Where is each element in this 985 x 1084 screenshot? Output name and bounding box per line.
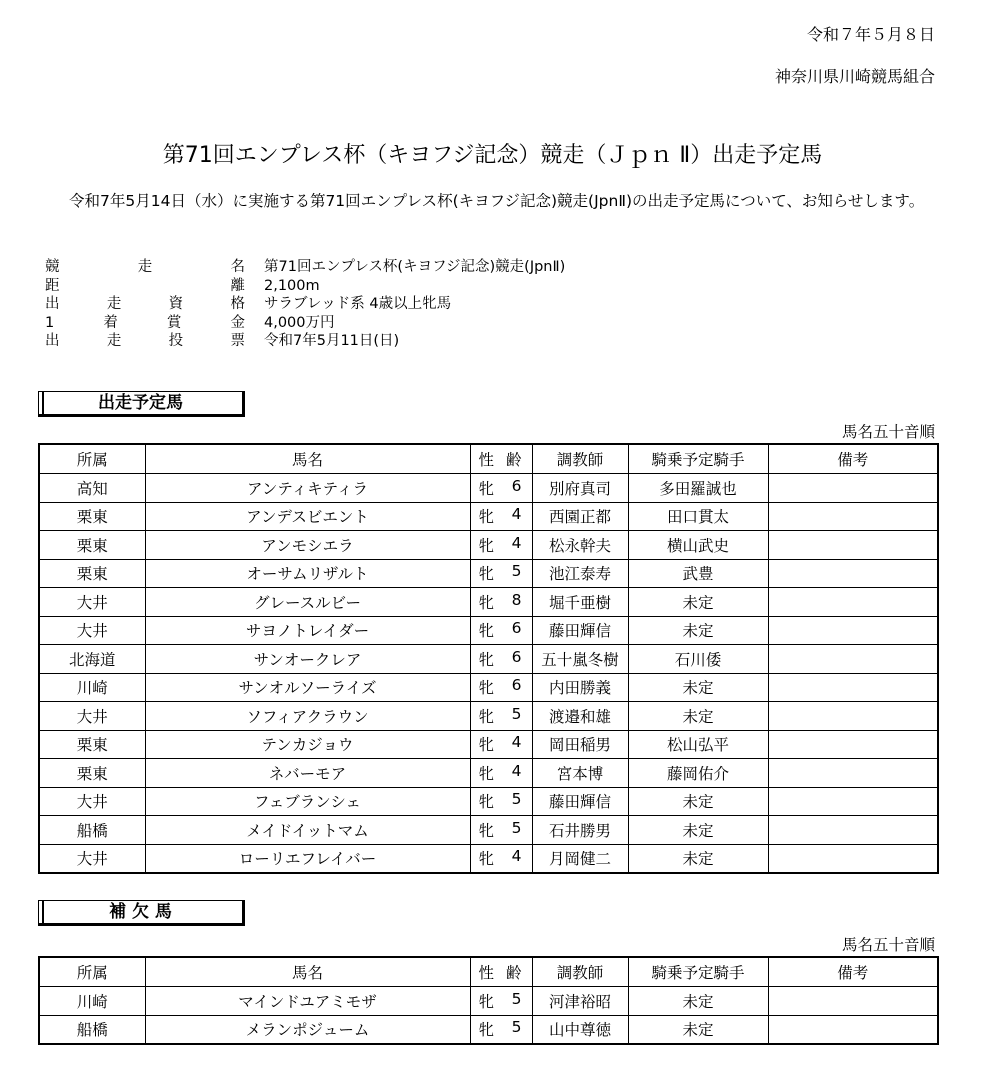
jockey-cell: 松山弘平 [628, 730, 768, 759]
trainer-cell: 内田勝義 [532, 673, 628, 702]
col-remarks: 備考 [768, 957, 938, 987]
horse-name-cell: ソフィアクラウン [145, 702, 470, 731]
entries-table-body [39, 474, 938, 874]
table-row [39, 787, 938, 816]
remarks-cell [768, 1015, 938, 1044]
race-info-label-char: 競 [45, 259, 60, 275]
race-info-label [45, 258, 245, 277]
jockey-cell: 横山武史 [628, 531, 768, 560]
race-info-list [45, 258, 565, 351]
col-trainer: 調教師 [532, 957, 628, 987]
col-jockey: 騎乗予定騎手 [628, 957, 768, 987]
race-info-row [45, 314, 565, 333]
sex-age-cell [470, 787, 532, 816]
table-row [39, 474, 938, 503]
age-value: 5 [511, 1018, 522, 1037]
jockey-cell: 未定 [628, 673, 768, 702]
race-info-row [45, 258, 565, 277]
horse-name-cell: サンオークレア [145, 645, 470, 674]
jockey-cell: 未定 [628, 1015, 768, 1044]
table-row [39, 987, 938, 1016]
race-info-label-char: 距 [45, 277, 60, 294]
age-value: 4 [511, 761, 522, 780]
horse-name-cell: アンデスビエント [145, 502, 470, 531]
entries-section-label: 出走予定馬 [38, 391, 245, 417]
affiliation-cell: 北海道 [39, 645, 145, 674]
sex-age-cell [470, 474, 532, 503]
race-info-label-char: 走 [106, 296, 122, 312]
table-row [39, 730, 938, 759]
sex-age-cell [470, 1015, 532, 1044]
sex-age-cell [470, 673, 532, 702]
trainer-cell: 藤田輝信 [532, 616, 628, 645]
sex-value: 牝 [478, 736, 495, 755]
col-horse-name: 馬名 [145, 957, 470, 987]
remarks-cell [768, 673, 938, 702]
horse-name-cell: メランポジューム [145, 1015, 470, 1044]
jockey-cell: 未定 [628, 616, 768, 645]
race-info-label [45, 332, 245, 351]
jockey-cell: 未定 [628, 588, 768, 617]
age-value: 4 [511, 533, 522, 552]
sex-age-cell [470, 844, 532, 873]
col-horse-name: 馬名 [145, 444, 470, 474]
horse-name-cell: オーサムリザルト [145, 559, 470, 588]
sex-value: 牝 [478, 508, 495, 527]
col-sex: 性 [478, 964, 495, 982]
sex-age-cell [470, 559, 532, 588]
sex-value: 牝 [478, 679, 495, 698]
trainer-cell: 渡邉和雄 [532, 702, 628, 731]
age-value: 5 [511, 704, 522, 723]
race-info-value: サラブレッド系 4歳以上牝馬 [264, 296, 452, 312]
race-info-label-char: 賞 [166, 314, 182, 331]
race-info-value: 令和7年5月11日(日) [264, 333, 400, 349]
race-info-label-char: 票 [230, 333, 245, 349]
remarks-cell [768, 759, 938, 788]
trainer-cell: 西園正都 [532, 502, 628, 531]
horse-name-cell: サヨノトレイダー [145, 616, 470, 645]
sex-age-cell [470, 645, 532, 674]
col-trainer: 調教師 [532, 444, 628, 474]
age-value: 6 [511, 619, 522, 638]
sex-value: 牝 [478, 1021, 495, 1040]
remarks-cell [768, 559, 938, 588]
race-info-row [45, 332, 565, 351]
jockey-cell: 未定 [628, 844, 768, 873]
horse-name-cell: マインドユアミモザ [145, 987, 470, 1016]
issue-date: 令和７年５月８日 [806, 25, 935, 44]
table-row [39, 588, 938, 617]
age-value: 5 [511, 790, 522, 809]
race-info-label [45, 277, 245, 296]
race-info-label-char: 1 [45, 314, 55, 331]
horse-name-cell: ネバーモア [145, 759, 470, 788]
page-title: 第71回エンプレス杯（キヨフジ記念）競走（Ｊｐｎ Ⅱ）出走予定馬 [162, 143, 823, 168]
col-affiliation: 所属 [39, 444, 145, 474]
remarks-cell [768, 616, 938, 645]
sex-value: 牝 [478, 821, 495, 840]
race-info-label [45, 295, 245, 314]
sex-age-cell [470, 616, 532, 645]
trainer-cell: 宮本博 [532, 759, 628, 788]
remarks-cell [768, 987, 938, 1016]
table-row [39, 673, 938, 702]
race-info-label-char: 資 [168, 296, 184, 312]
race-info-label-char: 走 [137, 259, 153, 275]
trainer-cell: 月岡健二 [532, 844, 628, 873]
remarks-cell [768, 588, 938, 617]
col-sex-age [470, 957, 532, 987]
table-row [39, 531, 938, 560]
trainer-cell: 山中尊徳 [532, 1015, 628, 1044]
reserves-section-label: 補 欠 馬 [38, 900, 245, 926]
affiliation-cell: 大井 [39, 787, 145, 816]
age-value: 4 [511, 847, 522, 866]
table-row [39, 616, 938, 645]
trainer-cell: 松永幹夫 [532, 531, 628, 560]
race-info-label-char: 名 [230, 259, 245, 275]
table-row [39, 816, 938, 845]
trainer-cell: 別府真司 [532, 474, 628, 503]
sex-age-cell [470, 531, 532, 560]
col-sex: 性 [478, 451, 495, 469]
sex-age-cell [470, 816, 532, 845]
race-info-row [45, 295, 565, 314]
jockey-cell: 武豊 [628, 559, 768, 588]
affiliation-cell: 大井 [39, 844, 145, 873]
age-value: 6 [511, 647, 522, 666]
col-remarks: 備考 [768, 444, 938, 474]
affiliation-cell: 栗東 [39, 502, 145, 531]
horse-name-cell: メイドイットマム [145, 816, 470, 845]
race-info-value: 第71回エンプレス杯(キヨフジ記念)競走(JpnⅡ) [264, 259, 566, 275]
trainer-cell: 河津裕昭 [532, 987, 628, 1016]
age-value: 5 [511, 989, 522, 1008]
race-info-label-char: 離 [230, 277, 245, 294]
sex-value: 牝 [478, 793, 495, 812]
horse-name-cell: グレースルビー [145, 588, 470, 617]
sex-value: 牝 [478, 536, 495, 555]
remarks-cell [768, 702, 938, 731]
affiliation-cell: 船橋 [39, 1015, 145, 1044]
affiliation-cell: 大井 [39, 588, 145, 617]
age-value: 5 [511, 818, 522, 837]
race-info-row [45, 277, 565, 296]
table-row [39, 645, 938, 674]
race-info-value: 2,100m [264, 277, 320, 294]
affiliation-cell: 船橋 [39, 816, 145, 845]
sex-value: 牝 [478, 850, 495, 869]
race-info-label-char: 出 [45, 296, 60, 312]
table-header-row [39, 957, 938, 987]
horse-name-cell: サンオルソーライズ [145, 673, 470, 702]
horse-name-cell: アンティキティラ [145, 474, 470, 503]
remarks-cell [768, 531, 938, 560]
table-row [39, 759, 938, 788]
trainer-cell: 堀千亜樹 [532, 588, 628, 617]
col-age: 齢 [505, 451, 522, 469]
table-row [39, 1015, 938, 1044]
entries-table [38, 443, 939, 874]
entries-order-note: 馬名五十音順 [841, 423, 935, 441]
race-info-label [45, 314, 245, 333]
sex-age-cell [470, 987, 532, 1016]
sex-value: 牝 [478, 707, 495, 726]
sex-age-cell [470, 702, 532, 731]
jockey-cell: 未定 [628, 987, 768, 1016]
horse-name-cell: テンカジョウ [145, 730, 470, 759]
sex-value: 牝 [478, 764, 495, 783]
jockey-cell: 未定 [628, 816, 768, 845]
affiliation-cell: 栗東 [39, 759, 145, 788]
age-value: 6 [511, 676, 522, 695]
race-info-label-char: 着 [103, 314, 118, 331]
affiliation-cell: 栗東 [39, 730, 145, 759]
trainer-cell: 岡田稲男 [532, 730, 628, 759]
remarks-cell [768, 844, 938, 873]
table-row [39, 702, 938, 731]
trainer-cell: 藤田輝信 [532, 787, 628, 816]
horse-name-cell: フェブランシェ [145, 787, 470, 816]
sex-age-cell [470, 730, 532, 759]
race-info-label-char: 金 [230, 314, 245, 331]
age-value: 4 [511, 505, 522, 524]
organization-name: 神奈川県川崎競馬組合 [774, 67, 935, 86]
col-jockey: 騎乗予定騎手 [628, 444, 768, 474]
table-row [39, 502, 938, 531]
sex-age-cell [470, 588, 532, 617]
trainer-cell: 五十嵐冬樹 [532, 645, 628, 674]
reserves-table [38, 956, 939, 1045]
horse-name-cell: アンモシエラ [145, 531, 470, 560]
jockey-cell: 未定 [628, 787, 768, 816]
sex-value: 牝 [478, 565, 495, 584]
col-age: 齢 [505, 964, 522, 982]
race-info-label-char: 格 [230, 296, 245, 312]
sex-value: 牝 [478, 479, 495, 498]
sex-value: 牝 [478, 650, 495, 669]
table-row [39, 559, 938, 588]
remarks-cell [768, 474, 938, 503]
table-header-row [39, 444, 938, 474]
affiliation-cell: 大井 [39, 702, 145, 731]
trainer-cell: 石井勝男 [532, 816, 628, 845]
jockey-cell: 未定 [628, 702, 768, 731]
reserves-order-note: 馬名五十音順 [841, 936, 935, 954]
age-value: 8 [511, 590, 522, 609]
jockey-cell: 田口貫太 [628, 502, 768, 531]
jockey-cell: 藤岡佑介 [628, 759, 768, 788]
col-sex-age [470, 444, 532, 474]
affiliation-cell: 川崎 [39, 987, 145, 1016]
sex-value: 牝 [478, 992, 495, 1011]
remarks-cell [768, 502, 938, 531]
race-info-label-char: 出 [45, 333, 60, 349]
affiliation-cell: 栗東 [39, 531, 145, 560]
horse-name-cell: ローリエフレイバー [145, 844, 470, 873]
remarks-cell [768, 645, 938, 674]
affiliation-cell: 大井 [39, 616, 145, 645]
sex-value: 牝 [478, 622, 495, 641]
remarks-cell [768, 787, 938, 816]
jockey-cell: 石川倭 [628, 645, 768, 674]
trainer-cell: 池江泰寿 [532, 559, 628, 588]
reserves-table-body [39, 987, 938, 1045]
age-value: 6 [511, 476, 522, 495]
age-value: 5 [511, 562, 522, 581]
sex-age-cell [470, 759, 532, 788]
race-info-value: 4,000万円 [264, 314, 335, 331]
remarks-cell [768, 816, 938, 845]
age-value: 4 [511, 733, 522, 752]
sex-age-cell [470, 502, 532, 531]
sex-value: 牝 [478, 593, 495, 612]
table-row [39, 844, 938, 873]
affiliation-cell: 栗東 [39, 559, 145, 588]
col-affiliation: 所属 [39, 957, 145, 987]
race-info-label-char: 走 [106, 333, 122, 349]
race-info-label-char: 投 [168, 333, 184, 349]
affiliation-cell: 高知 [39, 474, 145, 503]
intro-text: 令和7年5月14日（水）に実施する第71回エンプレス杯(キヨフジ記念)競走(JpnⅡ)の出走予定馬について、お知らせします。 [69, 192, 925, 210]
affiliation-cell: 川崎 [39, 673, 145, 702]
jockey-cell: 多田羅誠也 [628, 474, 768, 503]
remarks-cell [768, 730, 938, 759]
